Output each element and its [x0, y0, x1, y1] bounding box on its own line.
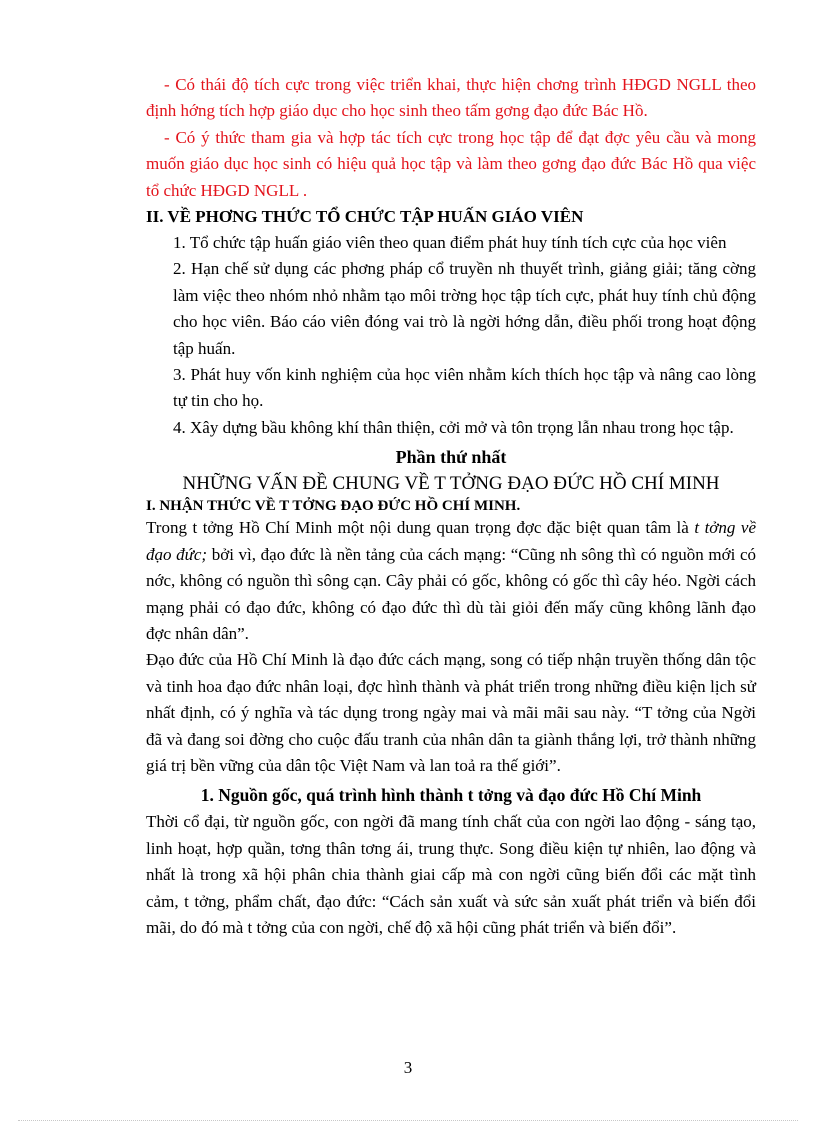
intro-paragraph-1: - Có thái độ tích cực trong việc triển khai, thực hiện chơng trình HĐGD NGLL theo định hớng tích hợp giáo dục cho học sinh theo tấm gơng đạo đức Bác Hồ.: [146, 75, 756, 121]
page-number: 3: [403, 1058, 413, 1077]
section-1-paragraph-1: [146, 515, 756, 647]
section-1-p1-after: bởi vì, đạo đức là nền tảng của cách mạng: “Cũng nh sông thì có nguồn mới có nớc, không có nguồn thì sông cạn. Cây phải có gốc, không có gốc thì cây héo. Ngời cách mạng phải có đạo đức, không có đạo đức thì dù tài giỏi đến mấy cũng không lãnh đạo đợc nhân dân”.: [146, 544, 757, 643]
part-label: Phần thứ nhất: [395, 447, 507, 468]
section-1-paragraph-2: Đạo đức của Hồ Chí Minh là đạo đức cách mạng, song có tiếp nhận truyền thống dân tộc và tinh hoa đạo đức nhân loại, đợc hình thành và phát triển trong những điều kiện lịch sử nhất định, có ý nghĩa và tác dụng trong ngày mai và mãi mãi sau này. “T tởng của Ngời đã và đang soi đờng cho cuộc đấu tranh của nhân dân ta giành thắng lợi, trở thành những giá trị bền vững của dân tộc Việt Nam và lan toả ra thế giới”.: [146, 650, 756, 775]
list-item: 2. Hạn chế sử dụng các phơng pháp cổ truyền nh thuyết trình, giảng giải; tăng cờng làm việc theo nhóm nhỏ nhằm tạo môi trờng học tập tích cực, phát huy tính chủ động cho học viên. Báo cáo viên đóng vai trò là ngời hớng dẫn, điều phối trong hoạt động tập huấn.: [173, 259, 756, 358]
section-2-list: [146, 230, 756, 441]
section-2-heading: II. VỀ PHƠNG THỨC TỔ CHỨC TẬP HUẤN GIÁO VIÊN: [146, 207, 584, 227]
list-item: 4. Xây dựng bầu không khí thân thiện, cởi mở và tôn trọng lẫn nhau trong học tập.: [173, 417, 734, 437]
section-1-p1-italic: t tởng về đạo đức;: [146, 518, 756, 564]
subsection-1-paragraph-1: Thời cổ đại, từ nguồn gốc, con ngời đã mang tính chất của con ngời lao động - sáng tạo, linh hoạt, hợp quần, tơng thân tơng ái, trung thực. Song điều kiện tự nhiên, lao động và nhất là trong xã hội phân chia thành giai cấp mà con ngời cũng biến đổi các mặt tình cảm, t tởng, phẩm chất, đạo đức: “Cách sản xuất và sức sản xuất phát triển và biến đổi mãi, do đó mà t tởng của con ngời, chế độ xã hội cũng phát triển và biến đổi”.: [146, 812, 756, 937]
part-title: NHỮNG VẤN ĐỀ CHUNG VỀ T TỞNG ĐẠO ĐỨC HỒ CHÍ MINH: [182, 473, 720, 495]
page-content: [146, 72, 756, 941]
intro-paragraph-2: - Có ý thức tham gia và hợp tác tích cực trong học tập để đạt đợc yêu cầu và mong muốn giáo dục học sinh có hiệu quả học tập và làm theo gơng đạo đức Bác Hồ qua việc tổ chức HĐGD NGLL .: [146, 127, 756, 200]
list-item: 1. Tổ chức tập huấn giáo viên theo quan điểm phát huy tính tích cực của học viên: [173, 233, 727, 253]
subsection-1-heading: 1. Nguồn gốc, quá trình hình thành t tởng và đạo đức Hồ Chí Minh: [200, 785, 702, 806]
page-bottom-divider: [18, 1120, 798, 1121]
list-item: 3. Phát huy vốn kinh nghiệm của học viên nhằm kích thích học tập và nâng cao lòng tự tin cho họ.: [173, 365, 756, 411]
section-1-heading: I. NHẬN THỨC VỀ T TỞNG ĐẠO ĐỨC HỒ CHÍ MINH.: [146, 498, 521, 515]
section-1-p1-before: Trong t tởng Hồ Chí Minh một nội dung quan trọng đợc đặc biệt quan tâm là: [146, 518, 695, 538]
